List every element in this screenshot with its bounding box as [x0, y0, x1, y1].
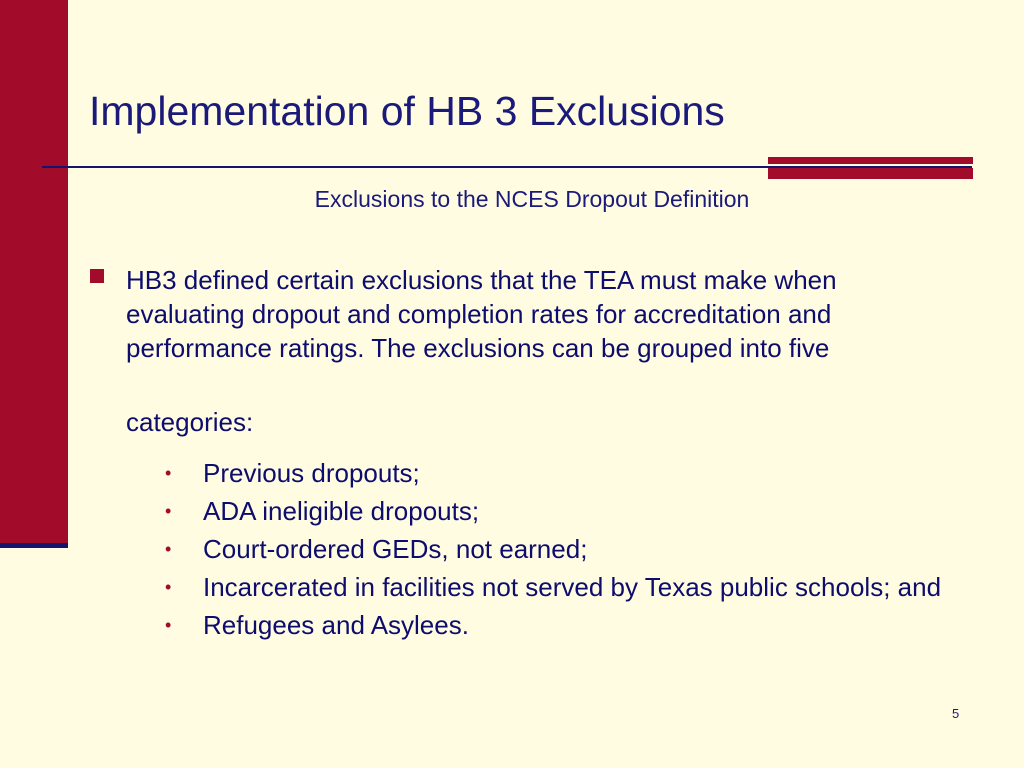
bullet-dot-icon: •	[165, 539, 172, 559]
list-item-text: Refugees and Asylees.	[203, 610, 469, 640]
accent-stripe-bottom	[768, 168, 973, 179]
bullet-dot-icon: •	[165, 501, 172, 521]
bullet-dot-icon: •	[165, 577, 172, 597]
list-item	[165, 495, 955, 528]
main-bullet-text: HB3 defined certain exclusions that the TEA must make when evaluating dropout and completion rates for accreditation and performance ratings. The exclusions can be grouped into five	[126, 265, 837, 363]
page-number: 5	[952, 706, 960, 721]
list-item-text: Previous dropouts;	[203, 458, 420, 488]
square-bullet-icon	[90, 269, 104, 283]
accent-stripes	[768, 157, 973, 179]
slide-subtitle: Exclusions to the NCES Dropout Definition	[314, 186, 750, 212]
list-item	[165, 571, 955, 604]
bullet-dot-icon: •	[165, 463, 172, 483]
slide-title: Implementation of HB 3 Exclusions	[89, 88, 725, 134]
list-item-text: Incarcerated in facilities not served by Texas public schools; and	[203, 572, 942, 602]
list-item	[165, 457, 955, 490]
sub-bullet-list	[165, 457, 955, 647]
bullet-dot-icon: •	[165, 615, 172, 635]
list-item	[165, 533, 955, 566]
accent-stripe-top	[768, 157, 973, 164]
list-item-text: ADA ineligible dropouts;	[203, 496, 480, 526]
left-bar-underline	[0, 543, 68, 548]
left-decorative-bar	[0, 0, 68, 545]
categories-label: categories:	[126, 407, 254, 437]
list-item-text: Court-ordered GEDs, not earned;	[203, 534, 588, 564]
list-item	[165, 609, 955, 642]
